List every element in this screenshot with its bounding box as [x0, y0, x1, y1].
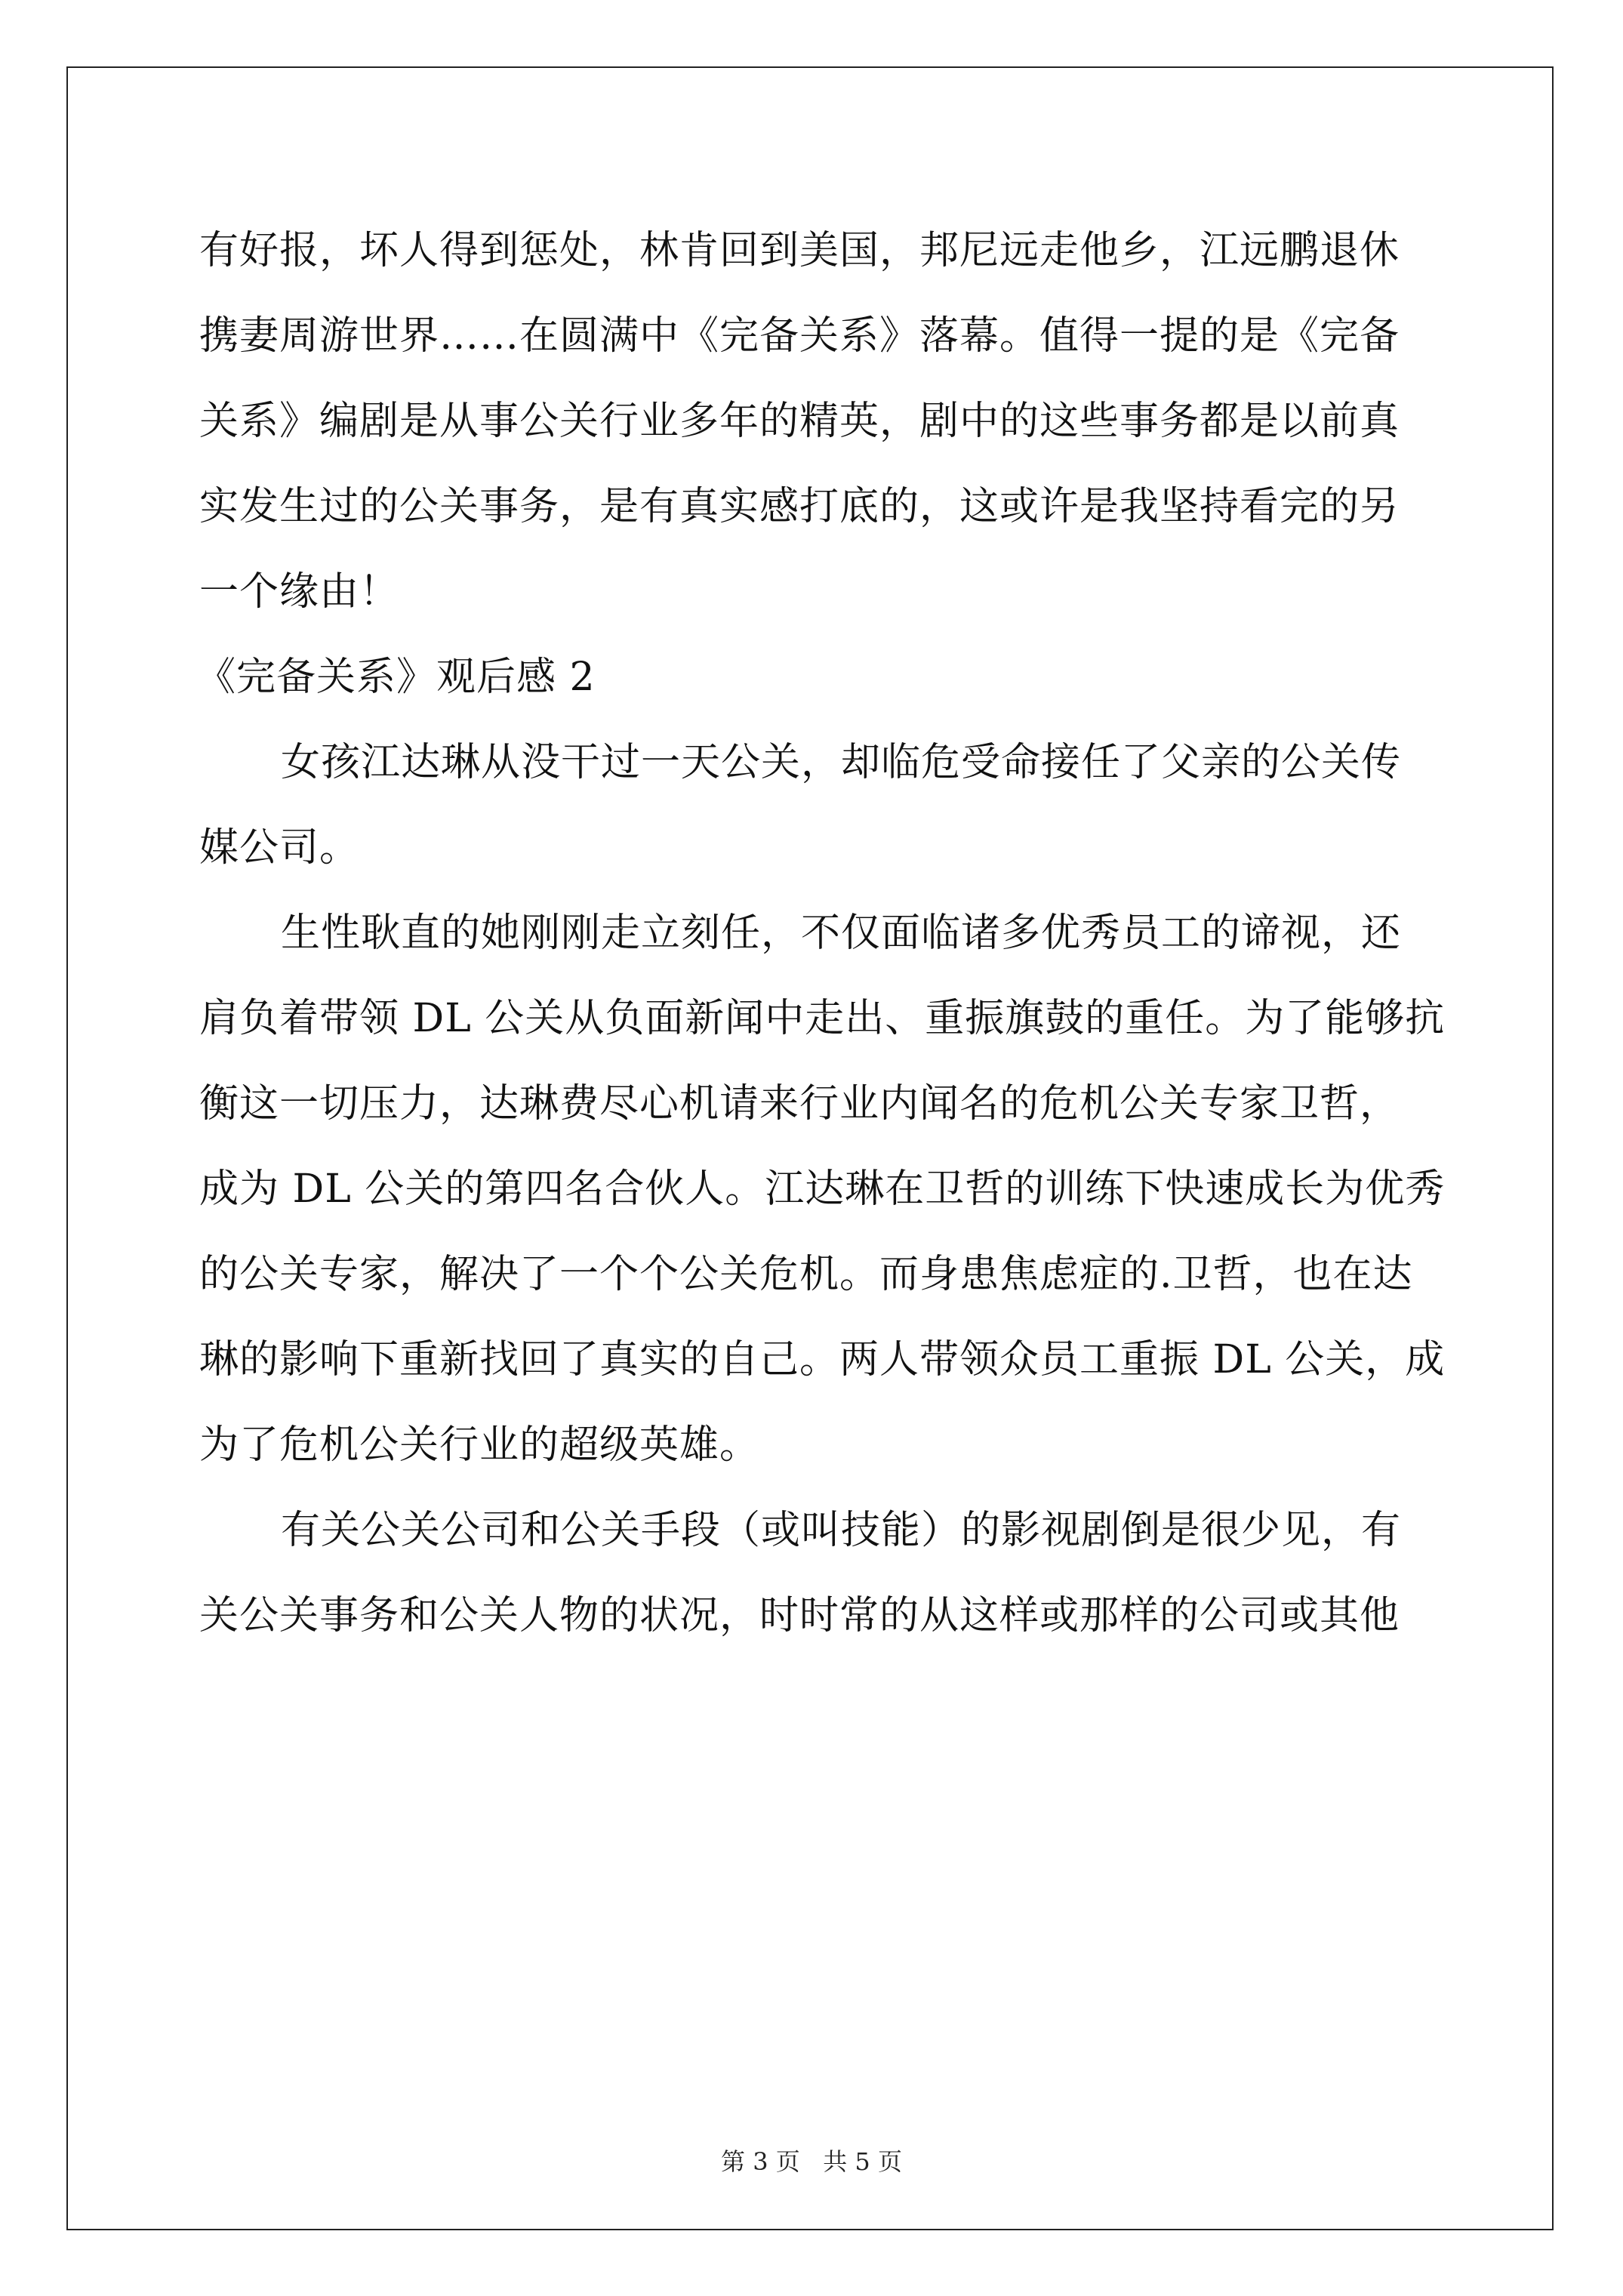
text-line: 有好报，坏人得到惩处，林肯回到美国，邦尼远走他乡，江远鹏退休	[199, 228, 1400, 273]
section-heading: 《完备关系》观后感 2	[196, 655, 596, 700]
text-line: 琳的影响下重新找回了真实的自己。两人带领众员工重振 DL 公关，成	[199, 1337, 1446, 1382]
text-line: 携妻周游世界……在圆满中《完备关系》落幕。值得一提的是《完备	[199, 313, 1400, 359]
text-line: 的公关专家，解决了一个个公关危机。而身患焦虑症的.卫哲，也在达	[199, 1252, 1413, 1297]
paragraph-start-line: 生性耿直的她刚刚走立刻任，不仅面临诸多优秀员工的谛视，还	[281, 911, 1402, 956]
text-line: 媒公司。	[199, 825, 360, 871]
paragraph-start-line: 有关公关公司和公关手段（或叫技能）的影视剧倒是很少见，有	[281, 1508, 1402, 1553]
page-number-footer: 第 3 页 共 5 页	[721, 2147, 902, 2176]
text-line: 衡这一切压力，达琳费尽心机请来行业内闻名的危机公关专家卫哲，	[199, 1081, 1400, 1126]
text-line: 关系》编剧是从事公关行业多年的精英，剧中的这些事务都是以前真	[199, 399, 1400, 444]
paragraph-start-line: 女孩江达琳从没干过一天公关，却临危受命接任了父亲的公关传	[281, 740, 1402, 785]
text-line: 一个缘由！	[199, 569, 400, 615]
text-line: 肩负着带领 DL 公关从负面新闻中走出、重振旗鼓的重任。为了能够抗	[199, 996, 1446, 1041]
text-line: 为了危机公关行业的超级英雄。	[199, 1422, 760, 1468]
text-line: 成为 DL 公关的第四名合伙人。江达琳在卫哲的训练下快速成长为优秀	[199, 1166, 1446, 1212]
text-line: 实发生过的公关事务，是有真实感打底的，这或许是我坚持看完的另	[199, 484, 1400, 529]
text-line: 关公关事务和公关人物的状况，时时常的从这样或那样的公司或其他	[199, 1593, 1400, 1638]
document-body	[196, 208, 1446, 1659]
